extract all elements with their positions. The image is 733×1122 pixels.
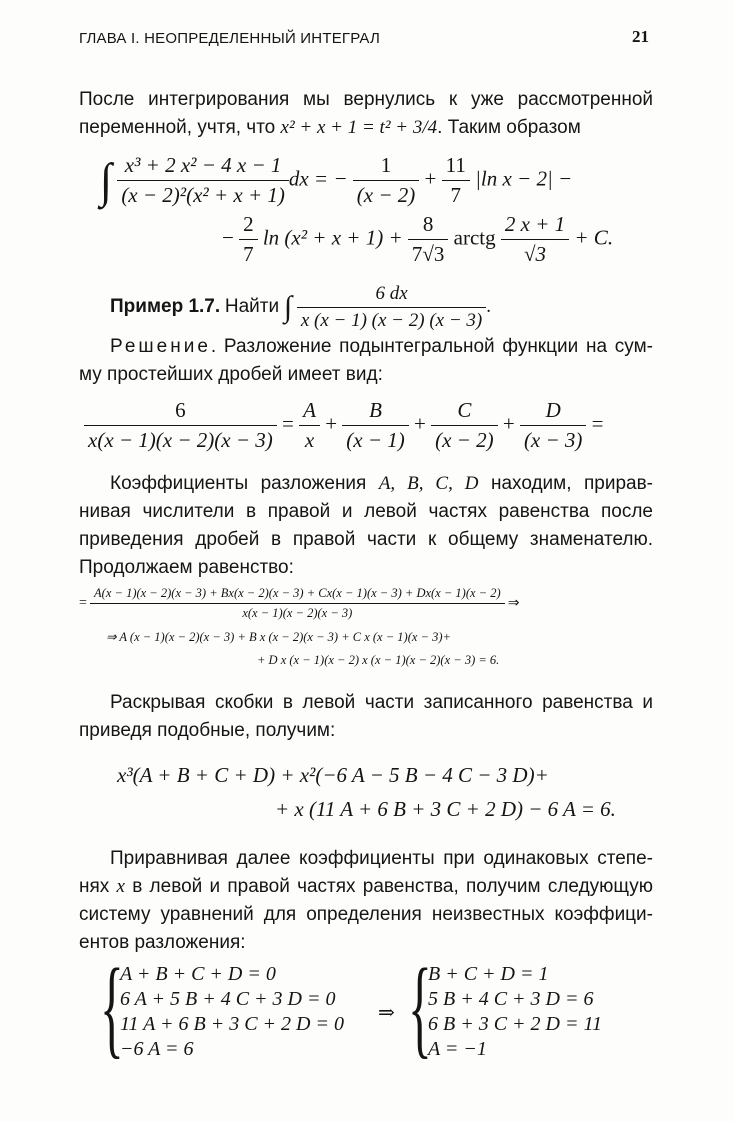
text-line: Раскрывая скобки в левой части записанного равенства и: [110, 692, 653, 713]
fraction: $\frac{2 x + 1}{√3}$: [501, 212, 569, 267]
text-line: Продолжаем равенство:: [79, 557, 294, 578]
system-equation: 5 B + 4 C + 3 D = 6: [428, 988, 594, 1010]
paragraph-coefficients-cont: [79, 498, 653, 582]
paragraph-intro: [79, 86, 653, 142]
equation-numerator-line3: + D x (x − 1)(x − 2) x (x − 1)(x − 2)(x − 3) = 6.: [257, 653, 500, 667]
system-equation: −6 A = 6: [120, 1038, 194, 1060]
fraction: $\frac{2}{7}$: [239, 212, 258, 267]
system-equation: 11 A + 6 B + 3 C + 2 D = 0: [120, 1013, 344, 1035]
text-line: Приравнивая далее коэффициенты при одинаковых степе-: [110, 848, 653, 869]
text-line: приведя подобные, получим:: [79, 720, 336, 741]
implies-arrow: ⇒: [378, 1002, 395, 1024]
fraction: $\frac{A}{x}$: [299, 398, 320, 453]
fraction: $\frac{\text{x³ + 2 x² − 4 x − 1}}{\text{(x − 2)²(x² + x + 1)}}$: [117, 153, 289, 208]
system-equation: B + C + D = 1: [428, 963, 549, 985]
page-number: 21: [632, 27, 649, 46]
right-brace: {: [408, 946, 432, 1068]
system-left: [120, 962, 344, 1062]
text-line: нях x в левой и правой частях равенства, получим следующую: [79, 876, 654, 897]
system-equation: A + B + C + D = 0: [120, 963, 276, 985]
paragraph-solution-cont: [79, 361, 653, 389]
fraction: $\frac{8}{7√3}$: [408, 212, 449, 267]
paragraph-solution: [110, 333, 653, 361]
solution-word: Решение: [110, 336, 211, 357]
system-equation: 6 B + 3 C + 2 D = 11: [428, 1013, 603, 1035]
paragraph-expand: [110, 689, 653, 717]
equation-numerator-line2: ⇒ A (x − 1)(x − 2)(x − 3) + B x (x − 2)(x − 3) + C x (x − 1)(x − 3)+: [106, 630, 451, 644]
fraction: $\frac{1}{(x - 2)}$: [353, 153, 419, 208]
text-line: переменной, учтя, что x² + x + 1 = t² + 3/4. Таким образом: [79, 117, 581, 138]
integral-sign: ∫: [283, 290, 293, 324]
text-line: нивая числители в правой и левой частях равенства после: [79, 501, 653, 522]
equation-integral-result-line1: ∫ $\frac{\text{x³ + 2 x² − 4 x − 1}}{\text{(x − 2)²(x² + x + 1)}}$ dx = − $\frac{1}{(x - 2)}$ + $\frac{11}{7}$ |ln x − 2| −: [100, 153, 573, 208]
equation-collected-line1: x³(A + B + C + D) + x²(−6 A − 5 B − 4 C − 3 D)+: [117, 763, 549, 787]
system-right: [428, 962, 602, 1062]
example-label: Пример 1.7.: [110, 295, 221, 317]
text-line: му простейших дробей имеет вид:: [79, 364, 383, 385]
fraction: $\frac{6}{x(x - 1)(x - 2)(x - 3)}$: [84, 398, 277, 453]
text-line: Коэффициенты разложения A, B, C, D находим, прирав-: [110, 473, 653, 494]
example-heading: Пример 1.7. Найти ∫ $\frac{6 dx}{x (x - 1) (x - 2) (x - 3)}$ .: [110, 283, 491, 331]
fraction: $\frac{C}{(x - 2)}$: [431, 398, 497, 453]
inline-formula: x² + x + 1 = t² + 3/4: [280, 117, 438, 138]
text-line: систему уравнений для определения неизвестных коэффици-: [79, 904, 653, 925]
system-equation: 6 A + 5 B + 4 C + 3 D = 0: [120, 988, 336, 1010]
system-equation: A = −1: [428, 1038, 487, 1060]
paragraph-coefficients: [110, 470, 653, 498]
equation-integral-result-line2: − $\frac{2}{7}$ ln (x² + x + 1) + $\frac{8}{7√3}$ arctg $\frac{2 x + 1}{√3}$ + C.: [222, 212, 614, 266]
left-brace: {: [100, 946, 124, 1068]
equation-collected-line2: + x (11 A + 6 B + 3 C + 2 D) − 6 A = 6.: [275, 797, 616, 821]
integral-sign: ∫: [100, 153, 113, 208]
fraction: $\frac{11}{7}$: [442, 153, 470, 208]
equation-numerator-expansion: = A(x − 1)(x − 2)(x − 3) + Bx(x − 2)(x − 3) + Cx(x − 1)(x − 3) + Dx(x − 1)(x − 2) x(x − 1)(x − 2)(x − 3) ⇒: [79, 586, 520, 620]
text-line: ентов разложения:: [79, 932, 246, 953]
running-title: ГЛАВА I. НЕОПРЕДЕЛЕННЫЙ ИНТЕГРАЛ: [79, 30, 380, 47]
text-line: После интегрирования мы вернулись к уже рассмотренной: [79, 89, 653, 110]
paragraph-system: [110, 845, 653, 873]
fraction: $\frac{6 dx}{x (x - 1) (x - 2) (x - 3)}$: [297, 283, 486, 332]
equation-partial-fractions: $\frac{6}{x(x - 1)(x - 2)(x - 3)}$ = $\frac{A}{x}$ + $\frac{B}{(x - 1)}$ + $\frac{C}{(x - 2)}$ + $\frac{D}{(x - 3)}$ =: [84, 398, 604, 453]
paragraph-expand-cont: [79, 717, 653, 745]
fraction: $\frac{B}{(x - 1)}$: [342, 398, 408, 453]
text-line: Решение. Разложение подынтегральной функции на сум-: [110, 336, 653, 357]
text-line: приведения дробей в правой части к общему знаменателю.: [79, 529, 653, 550]
fraction: $\frac{D}{(x - 3)}$: [520, 398, 586, 453]
paragraph-system-cont: [79, 873, 653, 957]
fraction: A(x − 1)(x − 2)(x − 3) + Bx(x − 2)(x − 3) + Cx(x − 1)(x − 3) + Dx(x − 1)(x − 2) x(x − 1)(x − 2)(x − 3): [90, 586, 505, 621]
